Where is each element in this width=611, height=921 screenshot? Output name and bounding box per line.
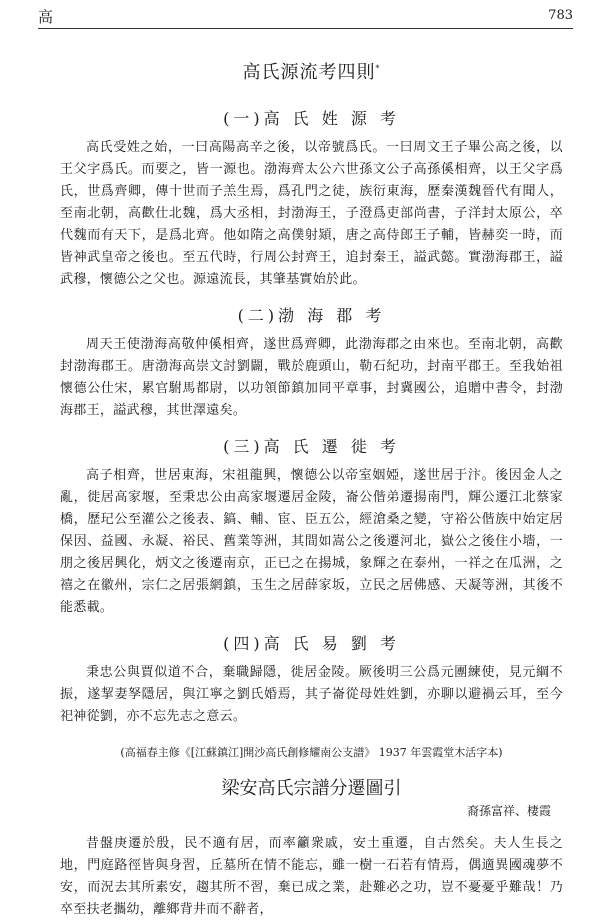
section-2-text: 周天王使渤海高敬仲傒相齊，遂世爲齊卿，此渤海郡之由來也。至南北朝，高歡封渤海郡王。唐渤海高崇文討劉闢，戰於鹿頭山，勒石紀功，封南平郡王。至我始祖懷德公仕宋，累官駙馬都尉，以功領節鎮加同平章事，封冀國公，追贈中書令，封渤海郡王，謚武穆，其世澤遠矣。 [60, 337, 563, 418]
running-head: 高 [38, 8, 54, 26]
title-footnote-mark: * [375, 64, 381, 73]
section-3-text: 高子相齊，世居東海，宋祖龍興，懷德公以帝室姻婭，遂世居于汴。後因金人之亂，徙居高家堰，至秉忠公由高家堰遷居金陵，崙公偕弟遷揚南門，輝公遷江北蔡家橋，歷玘公至灌公之後表、鎬、輔、宦、臣五公，經滄桑之變，守裕公偕族中始定居保因、益國、永凝、裕民、舊業等洲，其間如嵩公之後遷河北，嶽公之後住小墻，一朋之後居興化，炳文之後遷南京，正已之在揚城，象輝之在泰州，一祥之在瓜洲，之禧之在徽州，宗仁之居張網鎮，玉生之居薛家坂，立民之居佛感、天凝等洲，其後不能悉載。 [60, 468, 563, 615]
section-1-heading: (一)高 氏 姓 源 考 [223, 109, 400, 128]
section-4-heading: (四)高 氏 易 劉 考 [223, 634, 400, 653]
section-2-heading: (二)渤 海 郡 考 [237, 306, 386, 325]
header-rule [38, 28, 573, 29]
page-header [38, 4, 573, 30]
title-text: 高氏源流考四則 [242, 62, 376, 83]
second-title: 梁安高氏宗譜分遷圖引 [221, 778, 402, 799]
page-body [60, 58, 563, 921]
section-4-text: 秉忠公與賈似道不合，棄職歸隱，徙居金陵。厥後明三公爲元團練使，見元綱不振，遂挈妻孥隱居，與江寧之劉氏婚焉，其子崙從母姓姓劉，亦聊以避禍云耳，至今祀神從劉，亦不忘先志之意云。 [60, 665, 563, 724]
page-number: 783 [548, 8, 573, 23]
second-text: 昔盤庚遷於殷，民不適有居，而率籲衆戚，安土重遷，自古然矣。夫人生長之地，門庭路徑皆與身習，丘墓所在情不能忘，雖一樹一石若有情焉，偶適異國魂夢不安，而況去其所素安，趨其所不習，棄已成之業，赴難必之功，豈不憂憂乎難哉！乃卒至扶老攜幼，離鄉背井而不辭者， [60, 836, 563, 917]
document-title [60, 58, 563, 84]
source-note: (高福春主修《[江蘇鎮江]開沙高氏創修耀南公支譜》 1937 年雲霞堂木活字本) [120, 746, 503, 759]
section-3-heading: (三)高 氏 遷 徙 考 [223, 437, 400, 456]
section-1-text: 高氏受姓之始，一曰高陽高辛之後，以帝號爲氏。一曰周文王子畢公高之後，以王父字爲氏。而要之，皆一源也。渤海齊太公六世孫文公子高孫傒相齊，以王父字爲氏，世爲齊卿，傳十世而子羔生焉，爲孔門之徒，族衍東海，歷秦漢魏晉代有聞人，至南北朝，高歡仕北魏，爲大丞相，封渤海王，子澄爲吏部尚書，子洋封太原公，卒代魏而有天下，是爲北齊。他如隋之高僕射熲，唐之高侍郎王子輔，皆赫奕一時，而皆神武皇帝之後也。至五代時，行周公封齊王，追封秦王，謚武懿。實渤海郡王，謚武穆，懷德公之父也。源遠流長，其肇基實始於此。 [60, 140, 563, 287]
second-author: 裔孫富祥、棲霞 [466, 804, 551, 818]
